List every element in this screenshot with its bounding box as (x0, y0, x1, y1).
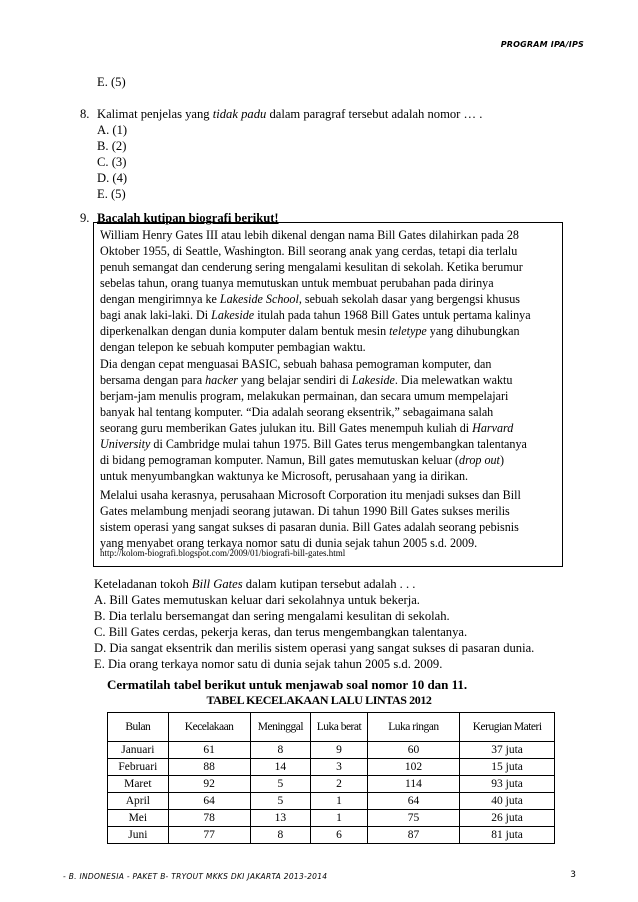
table-row (108, 793, 555, 810)
q9-question: Keteladanan tokoh Bill Gates dalam kutipan tersebut adalah . . . (94, 577, 416, 591)
table-cell: 37 juta (460, 742, 555, 759)
q7-option-e: E. (5) (97, 75, 126, 89)
table-cell: 5 (250, 776, 311, 793)
biography-line: bagi anak laki-laki. Di Lakeside itulah pada tahun 1968 Bill Gates untuk pertama kalinya (100, 308, 531, 322)
q9-option: D. Dia sangat eksentrik dan merilis sistem operasi yang sangat sukses di pasaran dunia. (94, 641, 535, 655)
table-cell: 78 (168, 810, 250, 827)
table-cell: 88 (168, 759, 250, 776)
table-title: TABEL KECELAKAAN LALU LINTAS 2012 (206, 693, 432, 707)
q8-option: A. (1) (97, 123, 128, 137)
table-cell: 92 (168, 776, 250, 793)
table-cell: 114 (367, 776, 460, 793)
table-cell: 1 (311, 793, 367, 810)
q9-option: A. Bill Gates memutuskan keluar dari sekolahnya untuk bekerja. (94, 593, 420, 607)
table-cell: 64 (168, 793, 250, 810)
biography-line: dengan mengirimnya ke Lakeside School, sebuah sekolah dasar yang bergengsi khusus (100, 292, 520, 306)
table-cell: 102 (367, 759, 460, 776)
table-cell: 81 juta (460, 827, 555, 844)
table-row (108, 776, 555, 793)
table-row (108, 742, 555, 759)
biography-line: Gates melambung menjadi seorang jutawan. Di tahun 1990 Bill Gates sukses merilis (100, 504, 510, 518)
table-cell: 9 (311, 742, 367, 759)
table-cell: 61 (168, 742, 250, 759)
q8-option: D. (4) (97, 171, 128, 185)
table-row (108, 827, 555, 844)
table-cell: 6 (311, 827, 367, 844)
table-cell: 87 (367, 827, 460, 844)
table-cell: Februari (108, 759, 169, 776)
q9-option: E. Dia orang terkaya nomor satu di dunia sejak tahun 2005 s.d. 2009. (94, 657, 443, 671)
table-cell: 3 (311, 759, 367, 776)
table-header-cell: Kecelakaan (168, 713, 250, 742)
q9-option: B. Dia terlalu bersemangat dan sering mengalami kesulitan di sekolah. (94, 609, 450, 623)
q9-title: Bacalah kutipan biografi berikut! (97, 211, 279, 225)
table-body (108, 742, 555, 844)
q8-option: E. (5) (97, 187, 126, 201)
table-header-cell: Meninggal (250, 713, 311, 742)
q8-number: 8. (80, 107, 90, 121)
biography-line: Melalui usaha kerasnya, perusahaan Microsoft Corporation itu menjadi sukses dan Bill (100, 488, 521, 502)
biography-line: sebelas tahun, orang tuanya memutuskan untuk membuat perubahan pada dirinya (100, 276, 494, 290)
biography-line: di bidang pemograman komputer. Namun, Bill gates memutuskan keluar (drop out) (100, 453, 504, 467)
table-cell: 8 (250, 827, 311, 844)
table-intro: Cermatilah tabel berikut untuk menjawab soal nomor 10 dan 11. (107, 677, 468, 692)
biography-line: Oktober 1955, di Seattle, Washington. Bill seorang anak yang cerdas, tetapi dia terlalu (100, 244, 518, 258)
table-cell: 8 (250, 742, 311, 759)
table-cell: 40 juta (460, 793, 555, 810)
table-cell: Januari (108, 742, 169, 759)
biography-line: William Henry Gates III atau lebih dikenal dengan nama Bill Gates dilahirkan pada 28 (100, 228, 519, 242)
biography-line: bersama dengan para hacker yang belajar sendiri di Lakeside. Dia melewatkan waktu (100, 373, 513, 387)
table-header-cell: Luka ringan (367, 713, 460, 742)
program-header: PROGRAM IPA/IPS (500, 40, 584, 49)
biography-line: Dia dengan cepat menguasai BASIC, sebuah bahasa pemograman komputer, dan (100, 357, 492, 371)
biography-line: untuk menyumbangkan waktunya ke Microsoft, perusahaan yang ia dirikan. (100, 469, 469, 483)
biography-line: seorang guru memberikan Gates julukan itu. Bill Gates menempuh kuliah di Harvard (100, 421, 514, 435)
table-cell: 14 (250, 759, 311, 776)
source-url: http://kolom-biografi.blogspot.com/2009/01/biografi-bill-gates.html (100, 548, 346, 558)
footer-text: - B. INDONESIA - PAKET B- TRYOUT MKKS DKI JAKARTA 2013-2014 (63, 872, 328, 881)
table-cell: 60 (367, 742, 460, 759)
biography-line: banyak hal tentang komputer. “Dia adalah seorang eksentrik,” sebagaimana salah (100, 405, 494, 419)
biography-line: dengan telepon ke sebuah komputer pembagian waktu. (100, 340, 366, 354)
biography-line: University di Cambridge mulai tahun 1975. Bill Gates terus mengembangkan talentanya (100, 437, 527, 451)
table-row (108, 810, 555, 827)
biography-line: diperkenalkan dengan dunia komputer dalam bentuk mesin teletype yang dihubungkan (100, 324, 520, 338)
q8-question: Kalimat penjelas yang tidak padu dalam paragraf tersebut adalah nomor … . (97, 107, 483, 121)
table-cell: Maret (108, 776, 169, 793)
table-cell: 13 (250, 810, 311, 827)
table-cell: 5 (250, 793, 311, 810)
table-cell: 93 juta (460, 776, 555, 793)
table-cell: 1 (311, 810, 367, 827)
biography-line: penuh semangat dan cenderung sering mengalami kesulitan di sekolah. Ketika berumur (100, 260, 523, 274)
table-cell: 26 juta (460, 810, 555, 827)
table-cell: 77 (168, 827, 250, 844)
biography-line: sistem operasi yang sangat sukses di pasaran dunia. Bill Gates adalah seorang pebisnis (100, 520, 519, 534)
table-cell: 75 (367, 810, 460, 827)
table-cell: Juni (108, 827, 169, 844)
table-cell: 15 juta (460, 759, 555, 776)
table-cell: Mei (108, 810, 169, 827)
q9-option: C. Bill Gates cerdas, pekerja keras, dan terus mengembangkan talentanya. (94, 625, 468, 639)
table-cell: April (108, 793, 169, 810)
biography-line: yang menyabet orang terkaya nomor satu di dunia sejak tahun 2005 s.d. 2009. (100, 536, 478, 550)
table-header-row (108, 713, 555, 742)
q8-option: B. (2) (97, 139, 127, 153)
table-row (108, 759, 555, 776)
table-header-cell: Luka berat (311, 713, 367, 742)
table-cell: 64 (367, 793, 460, 810)
q8-option: C. (3) (97, 155, 127, 169)
page-number: 3 (570, 870, 576, 880)
q9-number: 9. (80, 211, 90, 225)
accident-table (107, 712, 555, 844)
table-cell: 2 (311, 776, 367, 793)
biography-line: berjam-jam menulis program, melakukan permainan, dan secara umum mempelajari (100, 389, 509, 403)
table-header-cell: Bulan (108, 713, 169, 742)
table-header-cell: Kerugian Materi (460, 713, 555, 742)
